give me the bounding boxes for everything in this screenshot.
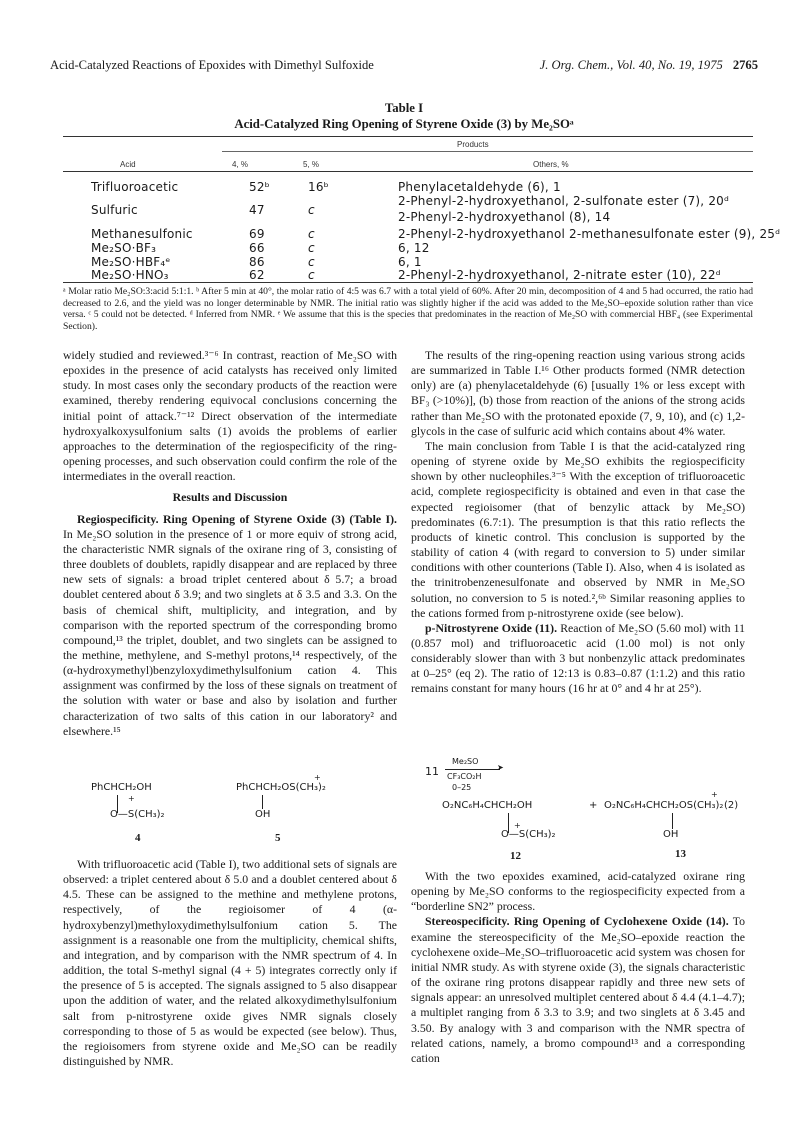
- cell-acid: Sulfuric: [91, 203, 138, 217]
- compound-label-5: 5: [275, 832, 281, 844]
- cell-acid: Me₂SO·BF₃: [91, 241, 157, 255]
- cell-others: Phenylacetaldehyde (6), 1: [398, 180, 561, 194]
- bond-line: [262, 795, 263, 809]
- cell-others: 6, 12: [398, 241, 430, 255]
- compound-label-13: 13: [675, 848, 686, 860]
- cell-acid: Me₂SO·HNO₃: [91, 268, 169, 282]
- table-top-rule: [63, 136, 753, 137]
- eq-conditions: 0–25: [452, 783, 472, 792]
- arrow-head-icon: ➤: [497, 763, 504, 772]
- col-header-5: 5, %: [303, 160, 320, 169]
- page-number: 2765: [732, 58, 758, 72]
- col-header-4: 4, %: [232, 160, 249, 169]
- equation-number: (2): [724, 800, 739, 811]
- structure-12-bottom: O—S(CH₃)₂: [501, 829, 556, 840]
- eq-reagent-above: Me₂SO: [452, 757, 479, 766]
- cell-5: c: [308, 268, 315, 282]
- table-header-rule: [63, 171, 753, 172]
- cell-others: 2-Phenyl-2-hydroxyethanol 2-methanesulfonate ester (9), 25ᵈ: [398, 227, 781, 241]
- paragraph-body: Reaction of Me₂SO (5.60 mol) with 11 (0.857 mol) and trifluoroacetic acid (1.00 mol) is not only considerably slower than with 3 but nonbenzylic attack predominates at 0–25° (eq 2). The ratio of 12:13 is 0.83–0.87 (1:1.2) and this ratio remains constant for many hours (16 hr at 0° and 4 hr at 25°).: [411, 620, 745, 696]
- table-label: Table I: [384, 101, 424, 115]
- paragraph-heading: Regiospecificity. Ring Opening of Styrene Oxide (3) (Table I).: [77, 511, 397, 526]
- cell-5: c: [308, 203, 315, 217]
- compound-label-12: 12: [510, 850, 521, 862]
- charge-plus: +: [711, 790, 718, 799]
- reaction-arrow: [445, 769, 500, 770]
- table-footnote: ᵃ Molar ratio Me₂SO:3:acid 5:1:1. ᵇ After 5 min at 40°, the molar ratio of 4:5 was 6.7 with a total yield of 60%. After 20 min, decomposition of 4 and 5 had occurred, the ratio had decreased to 2.6, and the yield was no longer determinable by NMR. The initial ratio was slightly higher if the acid was added to the Me₂SO–epoxide solution rather than vice versa. ᶜ 5 could not be detected. ᵈ Inferred from NMR. ᵉ We assume that this is the species that predominates in the reaction of Me₂SO with commercial HBF₄ (see Experimental Section).: [63, 286, 753, 332]
- running-title: Acid-Catalyzed Reactions of Epoxides with Dimethyl Sulfoxide: [50, 58, 374, 72]
- cell-4: 47: [249, 203, 265, 217]
- left-column-text: [63, 348, 397, 739]
- right-column-text: [411, 348, 745, 697]
- cell-4: 66: [249, 241, 265, 255]
- compound-label-4: 4: [135, 832, 141, 844]
- cell-4: 86: [249, 255, 265, 269]
- cell-4: 69: [249, 227, 265, 241]
- cell-others: 6, 1: [398, 255, 422, 269]
- paragraph: The results of the ring-opening reaction using various strong acids are summarized in Table I.¹⁶ Other products formed (NMR detection only) are (a) phenylacetaldehyde (6) [usually 1% or less except with BF₃ (>10%)], (b) those from reaction of the anions of the strong acids rather than Me₂SO with the protonated epoxide (7, 9, 10), and (c) 1,2-glycols in the case of sulfuric acid which contains about 4% water.: [411, 348, 745, 438]
- cell-others-line2: 2-Phenyl-2-hydroxyethanol (8), 14: [398, 210, 611, 224]
- cell-5: 16ᵇ: [308, 180, 330, 194]
- bond-line: [672, 813, 673, 829]
- cell-others: 2-Phenyl-2-hydroxyethanol, 2-sulfonate ester (7), 20ᵈ: [398, 194, 730, 208]
- paragraph: [411, 621, 745, 697]
- journal-name: J. Org. Chem., Vol. 40, No. 19, 1975: [539, 58, 723, 72]
- col-header-others: Others, %: [533, 160, 569, 169]
- products-rule: [222, 151, 753, 152]
- paragraph-heading: Stereospecificity. Ring Opening of Cyclohexene Oxide (14).: [425, 914, 729, 929]
- paragraph: widely studied and reviewed.³⁻⁶ In contrast, reaction of Me₂SO with epoxides in the presence of acid catalysts has received only limited study. In most cases only the secondary products of the reaction were examined, thereby rendering equivocal conclusions concerning the initial point of attack.⁷⁻¹² Direct observation of the intermediate hydroxyalkoxysulfonium salts (1) avoids the problems of earlier approaches to the determination of the regiospecificity of the ring-opening processes, and such observation could confirm the role of the intermediates in the overall reaction.: [63, 348, 397, 484]
- paragraph: With trifluoroacetic acid (Table I), two additional sets of signals are observed: a triplet centered about δ 5.0 and a doublet centered about δ 4.5. These can be assigned to the methine and methylene protons, respectively, of the regioisomer of 4 (α-hydroxybenzyl)methyloxydimethylsulfonium cation 5. The assignment is a reasonable one from the multiplicity, chemical shifts, and integration, and by comparison with the NMR spectrum of 4. In addition, the total S-methyl signal (4 + 5) integrates correctly only if the presence of 5 is accepted. The signals assigned to 5 also disappear upon the addition of water, and the related alkoxydimethylsulfonium salt from p-nitrostyrene oxide gives NMR signals closely corresponding to those of 5 as would be expected (see below). Thus, the regioisomers from styrene oxide and Me₂SO can be readily distinguished by NMR.: [63, 857, 397, 1069]
- paragraph: With the two epoxides examined, acid-catalyzed oxirane ring opening by Me₂SO conforms to the regiospecificity expected from a “borderline SN2” process.: [411, 869, 745, 914]
- cell-5: c: [308, 227, 315, 241]
- structure-12-top: O₂NC₆H₄CHCH₂OH: [442, 800, 533, 811]
- paragraph: The main conclusion from Table I is that the acid-catalyzed ring opening of styrene oxide by Me₂SO exhibits the regiospecificity shown by other nucleophiles.³⁻⁵ With the exception of trifluoroacetic acid, complete regiospecificity is obtained and even in that case the expected regioisomer (that of benzylic attack by Me₂SO) predominates (6.7:1). The presumption is that this ratio reflects the products of kinetic control. This conclusion is supported by the stability of cation 4 (with regard to conversion to 5) under similar conditions with other counterions (Table I). Also, when 4 is isolated as the trinitrobenzenesulfonate and observed by NMR in Me₂SO solution, no conversion to 5 is noted.²,⁶ᵇ Similar reasoning applies to the cations formed from p-nitrostyrene oxide (see below).: [411, 438, 745, 620]
- paragraph-body: In Me₂SO solution in the presence of 1 or more equiv of strong acid, the characteristic NMR signals of the oxirane ring of 3, consisting of three doublets of doublets, rapidly disappear and are replaced by three new sets of signals: a broad triplet centered about δ 5.7; a broad doublet centered about δ 3.9; and two singlets at δ 3.5 and 3.3. On the basis of chemical shift, multiplicity, and integration, and by comparison with the reported spectrum of the corresponding bromo compound,¹³ the triplet, doublet, and two singlets can be assigned to the methine, methylene, and S-methyl protons,¹⁴ respectively, of the (α-hydroxymethyl)benzyloxydimethylsulfonium cation 4. This assignment was confirmed by the loss of these signals on treatment of the solution with water or base and also by isolation and further characterization of two salts of this cation in our laboratory² and elsewhere.¹⁵: [63, 526, 397, 738]
- cell-acid: Me₂SO·HBF₄ᵉ: [91, 255, 171, 269]
- cell-4: 52ᵇ: [249, 180, 271, 194]
- plus-sign: +: [589, 800, 598, 811]
- journal-citation: [540, 58, 758, 73]
- structure-5-top: PhCHCH₂OS(CH₃)₂: [236, 782, 326, 793]
- structure-4-top: PhCHCH₂OH: [91, 782, 152, 793]
- charge-plus: +: [514, 821, 521, 830]
- cell-acid: Trifluoroacetic: [91, 180, 179, 194]
- col-header-acid: Acid: [120, 160, 136, 169]
- table-title: Acid-Catalyzed Ring Opening of Styrene Oxide (3) by Me₂SOᵃ: [234, 117, 574, 131]
- charge-plus: +: [314, 773, 321, 782]
- cell-others: 2-Phenyl-2-hydroxyethanol, 2-nitrate ester (10), 22ᵈ: [398, 268, 721, 282]
- paragraph: [63, 512, 397, 739]
- paragraph-body: To examine the stereospecificity of the Me₂SO–epoxide reaction the cyclohexene oxide–Me₂SO–trifluoroacetic acid system was chosen for initial NMR study. As with styrene oxide (3), the signals characteristic of the oxirane ring protons disappear rapidly and three new sets of signals appear: an unresolved multiplet centered about δ 4.4 (4.1–4.7); a multiplet ranging from δ 3.3 to 3.9; and two singlets at δ 3.45 and 3.50. By analogy with 3 and comparison with the NMR spectra of related cations, namely, a bromo compound¹³ and a corresponding cation: [411, 914, 745, 1065]
- eq-reagent-below: CF₃CO₂H: [447, 772, 482, 781]
- cell-4: 62: [249, 268, 265, 282]
- table-bottom-rule: [63, 282, 753, 283]
- cell-5: c: [308, 241, 315, 255]
- structure-13-top: O₂NC₆H₄CHCH₂OS(CH₃)₂: [604, 800, 724, 811]
- paragraph-heading: p-Nitrostyrene Oxide (11).: [425, 620, 558, 635]
- structure-13-bottom: OH: [663, 829, 679, 840]
- products-header: Products: [457, 140, 489, 149]
- left-column-text-lower: [63, 857, 397, 1069]
- structure-5-bottom: OH: [255, 809, 271, 820]
- structure-4-bottom: O—S(CH₃)₂: [110, 809, 165, 820]
- cell-5: c: [308, 255, 315, 269]
- eq-reactant: 11: [425, 765, 439, 778]
- section-heading: Results and Discussion: [172, 490, 288, 505]
- charge-plus: +: [128, 794, 135, 803]
- paragraph: [411, 914, 745, 1066]
- cell-acid: Methanesulfonic: [91, 227, 193, 241]
- right-column-text-lower: [411, 869, 745, 1066]
